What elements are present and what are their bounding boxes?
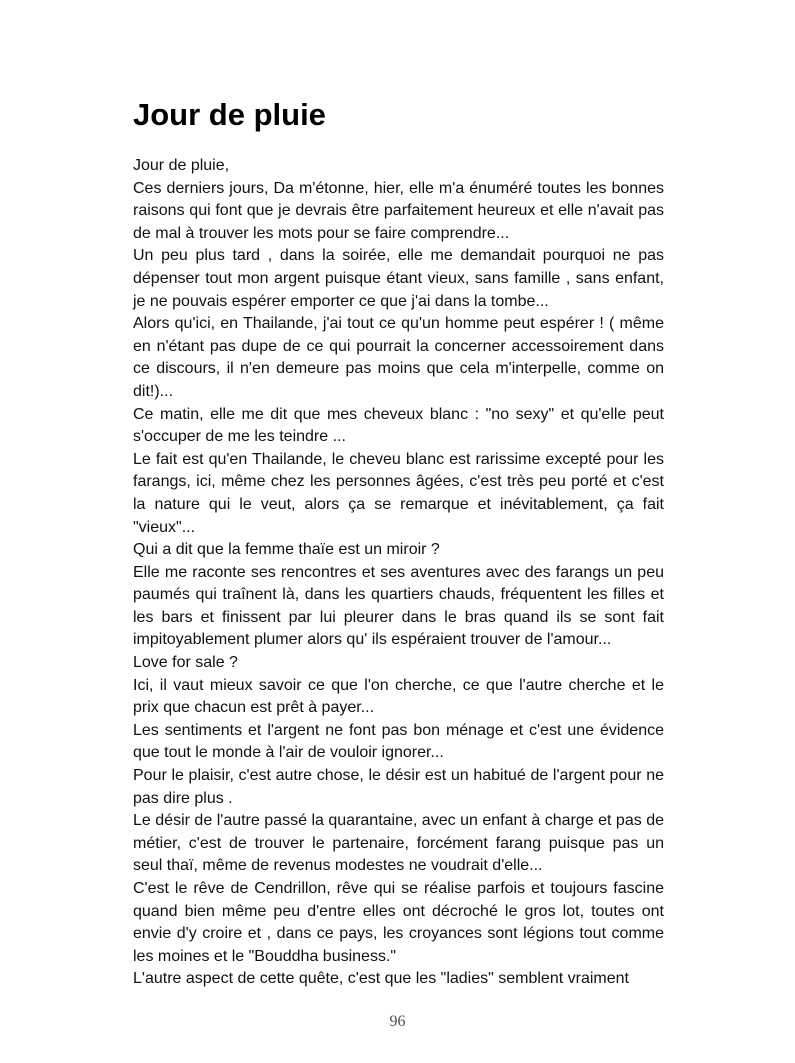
paragraph: Le désir de l'autre passé la quarantaine, avec un enfant à charge et pas de métier, c'est de trouver le partenaire, forcément farang puisque pas un seul thaï, même de revenus modestes ne voudrait d'elle... (133, 812, 664, 875)
body-text (133, 155, 664, 991)
paragraph: Qui a dit que la femme thaïe est un miroir ? (133, 541, 440, 559)
paragraph: Le fait est qu'en Thailande, le cheveu blanc est rarissime excepté pour les farangs, ici, même chez les personnes âgées, c'est très peu porté et c'est la nature qui le veut, alors ça se remarque et inévitablement, ça fait "vieux"... (133, 450, 664, 536)
paragraph: Ce matin, elle me dit que mes cheveux blanc : "no sexy" et qu'elle peut s'occuper de me les teindre ... (133, 405, 664, 446)
paragraph: Love for sale ? (133, 654, 238, 672)
paragraph: Ces derniers jours, Da m'étonne, hier, elle m'a énuméré toutes les bonnes raisons qui font que je devrais être parfaitement heureux et elle n'avait pas de mal à trouver les mots pour se faire comprendre... (133, 179, 664, 242)
page-title: Jour de pluie (133, 97, 326, 132)
page-content (133, 97, 664, 991)
paragraph: Jour de pluie, (133, 157, 230, 174)
paragraph: Un peu plus tard , dans la soirée, elle me demandait pourquoi ne pas dépenser tout mon argent puisque étant vieux, sans famille , sans enfant, je ne pouvais espérer emporter ce que j'ai dans la tombe... (133, 247, 664, 310)
page-number: 96 (389, 1013, 406, 1030)
paragraph: L'autre aspect de cette quête, c'est que les "ladies" semblent vraiment (133, 970, 629, 988)
paragraph: Pour le plaisir, c'est autre chose, le désir est un habitué de l'argent pour ne pas dire plus . (133, 767, 664, 807)
paragraph: C'est le rêve de Cendrillon, rêve qui se réalise parfois et toujours fascine quand bien même peu d'entre elles ont décroché le gros lot, toutes ont envie d'y croire et , dans ce pays, les croyances sont légions tout comme les moines et le "Bouddha business." (133, 880, 664, 965)
paragraph: Ici, il vaut mieux savoir ce que l'on cherche, ce que l'autre cherche et le prix que chacun est prêt à payer... (133, 676, 664, 717)
paragraph: Alors qu'ici, en Thailande, j'ai tout ce qu'un homme peut espérer ! ( même en n'étant pas dupe de ce qui pourrait la concerner accessoirement dans ce discours, il n'en demeure pas moins que cela m'interpelle, comme on dit!)... (133, 315, 664, 400)
paragraph: Elle me raconte ses rencontres et ses aventures avec des farangs un peu paumés qui traînent là, dans les quartiers chauds, fréquentent les filles et les bars et finissent par lui pleurer dans le bras quand ils se sont fait impitoyablement plumer alors qu' ils espéraient trouver de l'amour... (133, 563, 664, 649)
paragraph: Les sentiments et l'argent ne font pas bon ménage et c'est une évidence que tout le monde à l'air de vouloir ignorer... (133, 721, 664, 762)
